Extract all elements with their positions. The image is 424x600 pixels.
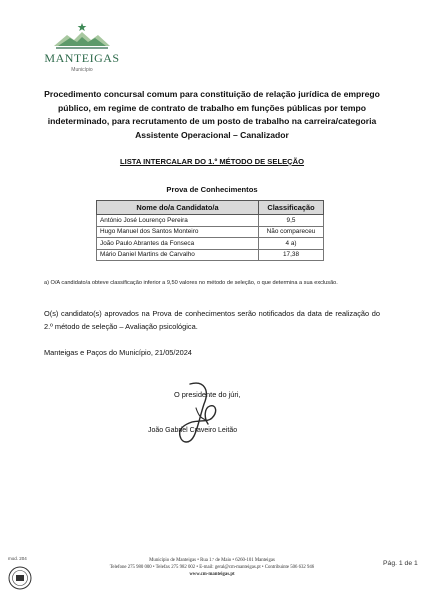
footer-website: www.cm-manteigas.pt: [189, 572, 235, 577]
table-header-row: [97, 201, 324, 215]
footer-phone-email: Telefone 275 980 000 • Telefax 275 982 002 • E-mail: geral@cm-manteigas.pt • Contribuinte 506 632 946: [109, 565, 315, 570]
candidate-score: 9,5: [259, 215, 324, 227]
document-code: mod. 204: [8, 556, 27, 561]
column-header-name: Nome do/a Candidato/a: [97, 201, 259, 215]
table-row: [97, 238, 324, 250]
candidate-name: Mário Daniel Martins de Carvalho: [97, 249, 259, 261]
candidate-name: António José Lourenço Pereira: [97, 215, 259, 227]
handwritten-signature: [160, 378, 230, 450]
candidate-name: Hugo Manuel dos Santos Monteiro: [97, 226, 259, 238]
page-number: Pág. 1 de 1: [383, 560, 418, 567]
signature-name: João Gabriel Craveiro Leitão: [148, 427, 238, 434]
candidate-score: 4 a): [259, 238, 324, 250]
municipality-logo: [42, 22, 122, 73]
signature-title: O presidente do júri,: [174, 390, 241, 399]
list-subtitle: LISTA INTERCALAR DO 1.º MÉTODO DE SELEÇÃO: [119, 157, 305, 166]
column-header-score: Classificação: [259, 201, 324, 215]
mountain-logo-icon: [52, 22, 112, 50]
document-title: Procedimento concursal comum para constituição de relação jurídica de emprego público, em regime de contrato de trabalho em funções públicas por tempo indeterminado, para recrutamento de um posto de trabalho na carreira/categoria Assistente Operacional – Canalizador: [44, 89, 380, 140]
exclusion-note: a) O/A candidato/a obteve classificação inferior a 9,50 valores no método de seleção, o que determina a sua exclusão.: [44, 280, 338, 286]
footer-contacts: [74, 557, 350, 578]
notification-paragraph: O(s) candidato(s) aprovados na Prova de conhecimentos serão notificados da data de realização do 2.º método de seleção – Avaliação psicológica.: [44, 309, 380, 331]
candidate-score: 17,38: [259, 249, 324, 261]
place-date: Manteigas e Paços do Município, 21/05/2024: [44, 348, 192, 357]
logo-subtitle: Município: [71, 67, 93, 73]
section-heading: Prova de Conhecimentos: [166, 185, 258, 194]
candidate-name: João Paulo Abrantes da Fonseca: [97, 238, 259, 250]
table-row: [97, 249, 324, 261]
footer-address: Município de Manteigas • Rua 1.º de Maio • 6260-101 Manteigas: [149, 558, 275, 563]
candidate-score: Não compareceu: [259, 226, 324, 238]
logo-name: MANTEIGAS: [44, 51, 120, 65]
table-row: [97, 226, 324, 238]
certification-seal-icon: [8, 566, 32, 590]
results-table: [96, 200, 324, 261]
table-row: [97, 215, 324, 227]
